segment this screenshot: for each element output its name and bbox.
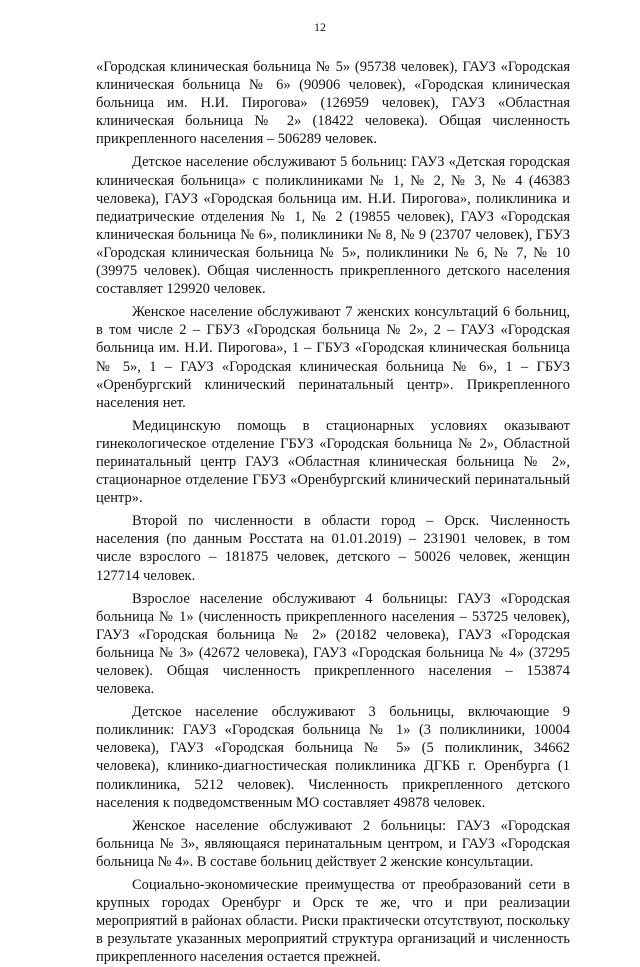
paragraph-orsk-women-services: Женское население обслуживают 2 больницы: ГАУЗ «Городская больница № 3», являющаяся перинатальным центром, и ГАУЗ «Городская больница № 4». В составе больниц действует 2 женские консультации. [96,817,570,870]
paragraph-orsk-adult-services: Взрослое население обслуживают 4 больницы: ГАУЗ «Городская больница № 1» (численность прикрепленного населения – 53725 человек), ГАУЗ «Городская больница № 2» (20182 человека), ГАУЗ «Городская больница № 3» (42672 человека), ГАУЗ «Городская больница № 4» (37295 человек). Общая численность прикрепленного населения – 153874 человека. [96,590,570,698]
paragraph-orsk-children-services: Детское население обслуживают 3 больницы, включающие 9 поликлиник: ГАУЗ «Городская больница № 1» (3 поликлиники, 10004 человека), ГАУЗ «Городская больница № 5» (5 поликлиник, 34662 человека), клинико-диагностическая поликлиника ДГКБ г. Оренбурга (1 поликлиника, 5212 человек). Численность прикрепленного детского населения к подведомственным МО составляет 49878 человек. [96,704,570,811]
page-number: 12 [314,20,326,34]
paragraph-continuation: «Городская клиническая больница № 5» (95738 человек), ГАУЗ «Городская клиническая больница № 6» (90906 человек), «Городская клиническая больница им. Н.И. Пирогова» (126959 человек), ГАУЗ «Областная клиническая больница № 2» (18422 человека). Общая численность прикрепленного населения – 506289 человек. [96,59,570,148]
document-body [96,58,570,967]
paragraph-socioeconomic-benefits: Социально-экономические преимущества от преобразований сети в крупных городах Оренбург и Орск те же, что и при реализации мероприятий в районах области. Риски практически отсутствуют, поскольку в результате указанных мероприятий структура организаций и численность прикрепленного населения остается прежней. [96,877,570,966]
paragraph-children-services: Детское население обслуживают 5 больниц: ГАУЗ «Детская городская клиническая больница» с поликлиниками № 1, № 2, № 3, № 4 (46383 человека), ГАУЗ «Городская больница им. Н.И. Пирогова», поликлиника и педиатрические отделения № 1, № 2 (19855 человек), ГАУЗ «Городская клиническая больница № 6», поликлиники № 8, № 9 (23707 человек), ГБУЗ «Городская клиническая больница № 5», поликлиники № 6, № 7, № 10 (39975 человек). Общая численность прикрепленного детского населения составляет 129920 человек. [96,154,570,298]
paragraph-orsk-population: Второй по численности в области город – Орск. Численность населения (по данным Росстата на 01.01.2019) – 231901 человек, в том числе взрослого – 181875 человек, детского – 50026 человек, женщин 127714 человек. [96,513,570,584]
paragraph-women-consultations: Женское население обслуживают 7 женских консультаций 6 больниц, в том числе 2 – ГБУЗ «Городская больница № 2», 2 – ГАУЗ «Городская больница им. Н.И. Пирогова», 1 – ГБУЗ «Городская клиническая больница № 5», 1 – ГАУЗ «Городская клиническая больница № 6», 1 – ГБУЗ «Оренбургский клинический перинатальный центр». Прикрепленного населения нет. [96,304,570,411]
paragraph-inpatient-care: Медицинскую помощь в стационарных условиях оказывают гинекологическое отделение ГБУЗ «Городская больница № 2», Областной перинатальный центр ГАУЗ «Областная клиническая больница № 2», стационарное отделение ГБУЗ «Оренбургский клинический перинатальный центр». [96,417,570,507]
